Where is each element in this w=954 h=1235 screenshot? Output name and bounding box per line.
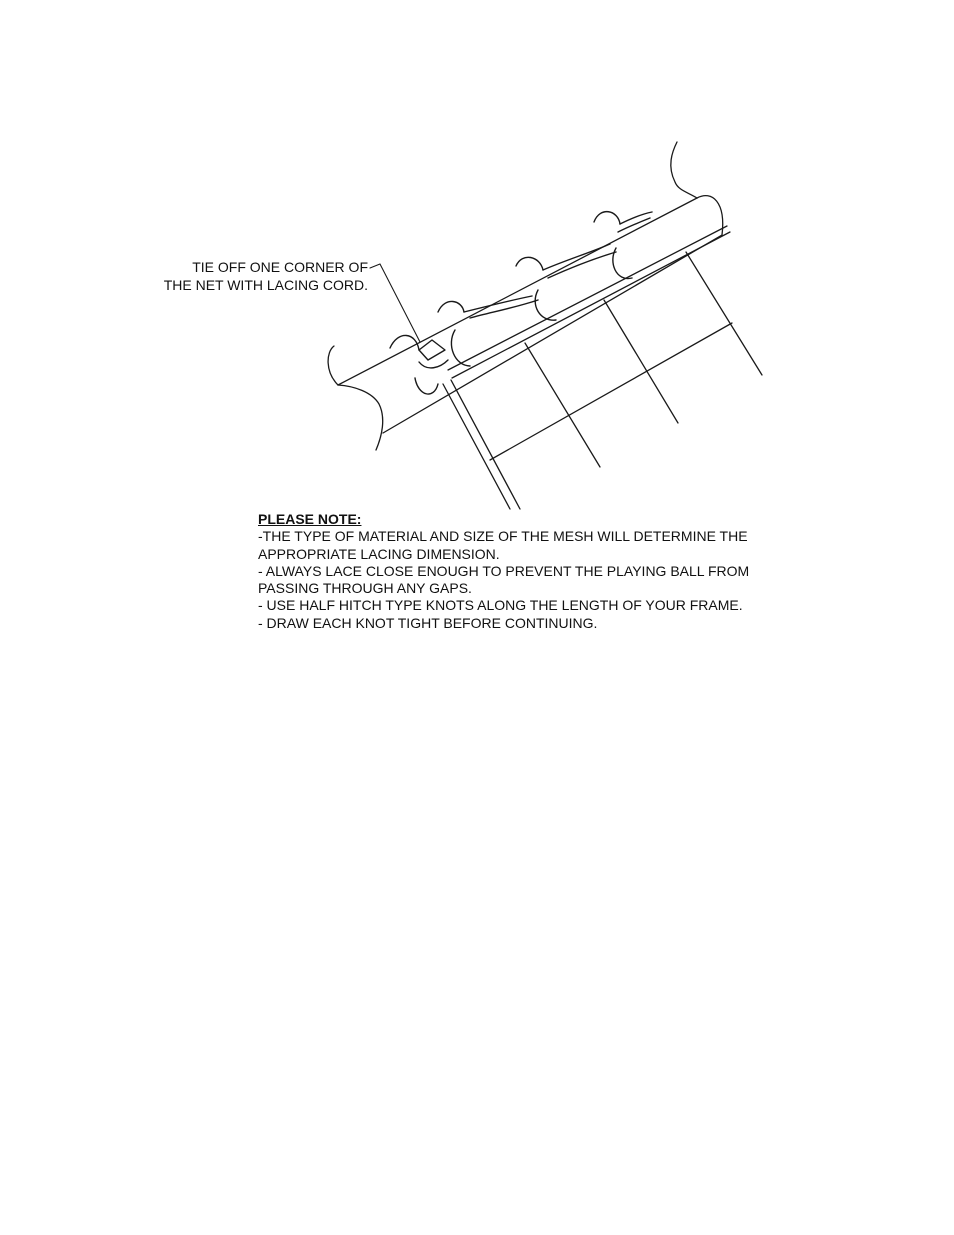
note-line: -THE TYPE OF MATERIAL AND SIZE OF THE MESH WILL DETERMINE THE: [258, 528, 748, 545]
net-edge-strands: [448, 226, 730, 378]
note-line: PASSING THROUGH ANY GAPS.: [258, 580, 472, 597]
notes-block: [258, 511, 858, 632]
callout-text: [130, 258, 368, 294]
lacing-cord: [390, 212, 652, 394]
note-line: APPROPRIATE LACING DIMENSION.: [258, 545, 500, 562]
frame-tube: [328, 142, 723, 450]
note-line: - ALWAYS LACE CLOSE ENOUGH TO PREVENT THE PLAYING BALL FROM: [258, 562, 750, 579]
note-line: - USE HALF HITCH TYPE KNOTS ALONG THE LENGTH OF YOUR FRAME.: [258, 597, 743, 614]
notes-heading: PLEASE NOTE:: [258, 511, 362, 527]
callout-line-1: TIE OFF ONE CORNER OF: [192, 259, 368, 275]
callout-leader-line: [370, 264, 420, 342]
note-line: - DRAW EACH KNOT TIGHT BEFORE CONTINUING.: [258, 614, 598, 631]
callout-line-2: THE NET WITH LACING CORD.: [163, 277, 368, 293]
